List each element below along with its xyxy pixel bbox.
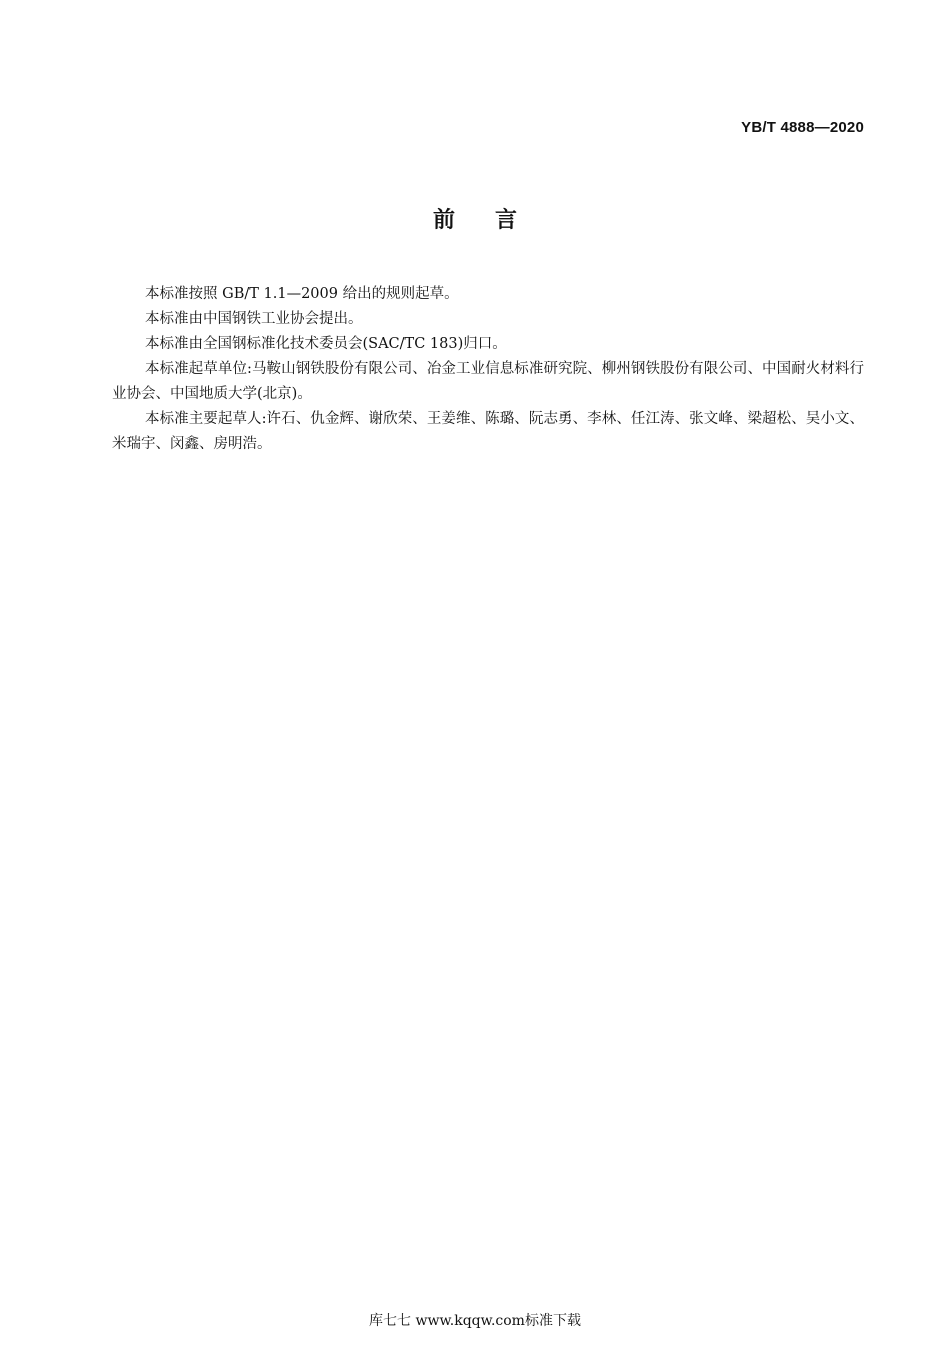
paragraph-drafters: 本标准主要起草人:许石、仇金辉、谢欣荣、王姜维、陈璐、阮志勇、李林、任江涛、张文峰、梁超松、吴小文、米瑞宇、闵鑫、房明浩。	[112, 411, 864, 452]
standard-code: YB/T 4888—2020	[741, 119, 864, 136]
footer-watermark: 库七七 www.kqqw.com标准下载	[369, 1313, 581, 1329]
paragraph-drafting-units: 本标准起草单位:马鞍山钢铁股份有限公司、冶金工业信息标准研究院、柳州钢铁股份有限公司、中国耐火材料行业协会、中国地质大学(北京)。	[112, 361, 864, 402]
page-title: 前言	[432, 208, 557, 233]
paragraph-centralized-unit: 本标准由全国钢标准化技术委员会(SAC/TC 183)归口。	[145, 336, 507, 352]
paragraph-drafting-rules: 本标准按照 GB/T 1.1—2009 给出的规则起草。	[145, 286, 459, 302]
foreword-body	[112, 282, 864, 457]
paragraph-proposer: 本标准由中国钢铁工业协会提出。	[145, 311, 363, 327]
